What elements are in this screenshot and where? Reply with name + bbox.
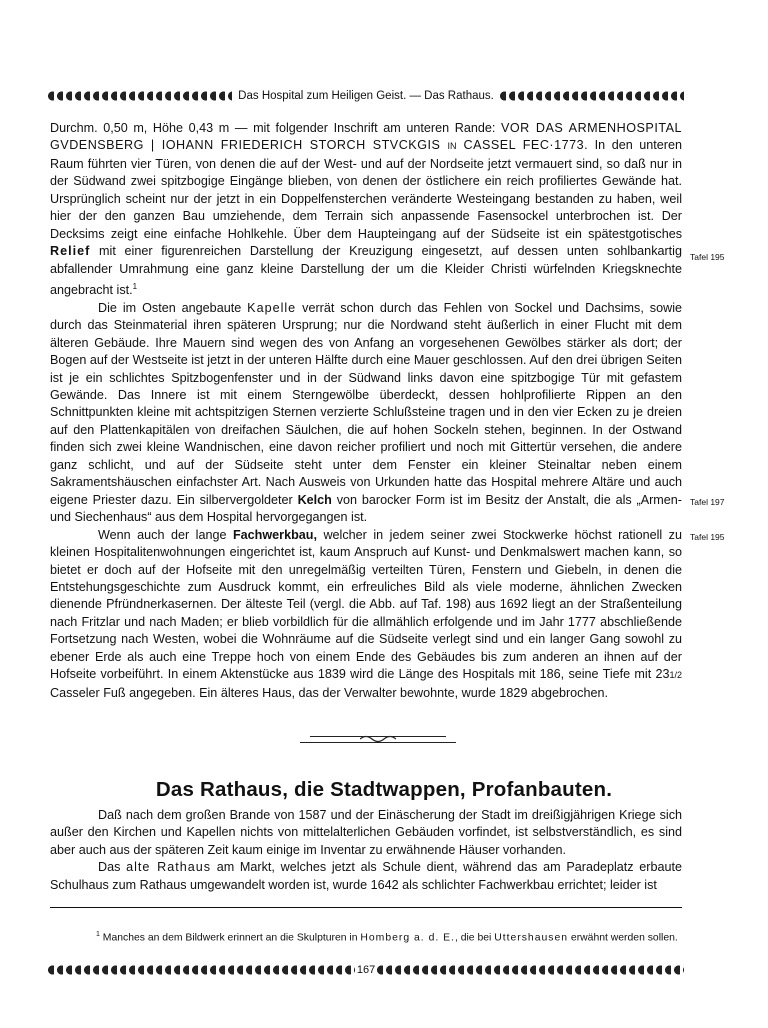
ornament-footer-left xyxy=(48,964,355,976)
margin-note-tafel-195: Tafel 195 xyxy=(690,532,725,542)
text-run: am Markt, welches jetzt als Schule dient, während das am Paradeplatz erbaute Schulhaus zum Rathaus umgewandelt worden ist, wurde 1642 als schlichter Fachwerkbau errichtet; leider ist xyxy=(50,860,682,892)
paragraph-2 xyxy=(50,300,682,527)
ornament-right xyxy=(500,90,684,102)
section-title: Das Rathaus, die Stadtwappen, Profanbauten. xyxy=(155,778,613,801)
text-run: welcher in jedem seiner zwei Stockwerke höchst rationell zu kleinen Hospitalitenwohnungen eingerichtet ist, kaum Anspruch auf Kunst- und Denkmalswert machen kann, so bietet er doch auf der Hofseite mit den unregelmäßig verteilten Türen, Fenstern und Giebeln, in denen die Entstehungsgeschichte zum Ausdruck kommt, ein erfreuliches Bild als viele moderne, ähnlichen Zwecken dienende Pfründnerkasernen. Der älteste Teil (vergl. die Abb. auf Taf. 198) aus 1692 liegt an der Straßenteilung nach Fritzlar und nach Maden; er blieb vorbildlich für die allmählich erfolgende und im Jahr 1777 abschließende Fortsetzung nach Westen, wobei die Wohnräume auf die Südseite verlegt sind und ein langer Gang sowohl zu ebener Erde als auch eine Treppe hoch von einem Ende des Gebäudes bis zum anderen an ihnen auf der Hofseite vorbeiführt. In einem Aktenstücke aus 1839 wird die Länge des Hospitals mit 186, seine Tiefe mit 23 xyxy=(50,527,682,682)
main-text xyxy=(50,120,682,702)
keyword-relief: Relief xyxy=(50,244,91,259)
inscription-end: CASSEL FEC·1773. xyxy=(456,138,589,153)
text-run: mit einer figurenreichen Darstellung der Kreuzigung eingesetzt, auf dessen unten sohlbankartig abfallender Umrahmung eine ganz kleine Darstellung der um die Kleider Christi würfelnden Kriegsknechte angebracht ist. xyxy=(50,244,682,298)
paragraph-3 xyxy=(50,527,682,703)
text-run: In den unteren Raum führten vier Türen, von denen die auf der West- und auf der Nordseite jetzt vermauert sind, so daß nur in der Südwand zwei spitzbogige Eingänge blieben, von denen der östlichere ein reich profiliertes Gewände hat. Ursprünglich scheint nur der jetzt in ein Doppelfensterchen veränderte Westeingang bestanden zu haben, weil hier der den ganzen Bau umziehende, dem Terrain sich anpassende Fasensockel unterbrochen ist. Der Decksims zeigt eine einfache Hohlkehle. Über dem Haupteingang auf der Südseite ist ein spätestgotisches xyxy=(50,138,682,241)
section-text xyxy=(50,807,682,894)
ornament-left xyxy=(48,90,232,102)
footnote-rule xyxy=(50,907,682,908)
flourish-icon xyxy=(360,734,396,744)
keyword-altes-rathaus: alte Rathaus xyxy=(126,860,212,875)
margin-note-tafel-195: Tafel 195 xyxy=(690,252,725,262)
text-run: verrät schon durch das Fehlen von Sockel und Dachsims, sowie durch das Steinmaterial ihren späteren Ursprung; nur die Nordwand steht äußerlich in einer Flucht mit dem älteren Gebäude. Ihre Mauern sind wegen des von Anfang an vorgesehenen Gewölbes stärker als dort; der Bogen auf der Westseite ist jetzt in der unteren Hälfte durch eine Mauer geschlossen. Auf den drei übrigen Seiten ist je ein schlichtes Spitzbogenfenster und in der Südwand links davon eine spitzbogige Tür mit gefastem Gewände. Das Innere ist mit einem Sterngewölbe überdeckt, dessen hohlprofilierte Rippen an den Schnittpunkten kleine mit achtspitzigen Sternen verzierte Schlußsteine tragen und in den vier Ecken zu je dreien auf den Plattenkapitälen von dreifachen Säulchen, die auf hohen Sockeln stehen, beginnen. In der Ostwand finden sich zwei kleine Wandnischen, eine davon reicher profiliert und noch mit Gittertür versehen, die andere ganz schlicht, und auf der Südseite steht unter dem Fenster ein kleiner Steinaltar neben einem Sakramentshäuschen einfachster Art. Nach Ausweis von Urkunden hatte das Hospital mehrere Altäre und auch eigene Priester dazu. Ein silbervergoldeter xyxy=(50,300,683,507)
page-footer xyxy=(48,964,684,976)
running-head xyxy=(48,90,684,102)
text-run: , die bei xyxy=(454,932,495,944)
footnote-mark: 1 xyxy=(96,931,100,938)
keyword-kapelle: Kapelle xyxy=(247,300,297,315)
paragraph-4: Daß nach dem großen Brande von 1587 und der Einäscherung der Stadt im dreißigjährigen Kriege sich außer den Kirchen und Kapellen nichts von mittelalterlichen Gebäuden vorfindet, ist selbstverständlich, es sind aber auch aus der späteren Zeit kaum einige im Inventar zu erwähnende Häuser vorhanden. xyxy=(50,808,682,857)
text-run: Die im Osten angebaute xyxy=(98,300,248,315)
paragraph-1 xyxy=(50,120,682,300)
section-divider xyxy=(300,734,456,746)
footnote-ref[interactable]: 1 xyxy=(132,282,138,292)
running-title: Das Hospital zum Heiligen Geist. — Das Rathaus. xyxy=(238,90,494,102)
text-run: von barocker Form ist im Besitz der Anstalt, die als „Armen- und Siechenhaus“ aus dem Hospital hervorgegangen ist. xyxy=(50,492,682,525)
text-run: Manches an dem Bildwerk erinnert an die Skulpturen in xyxy=(99,932,361,944)
text-run: Durchm. 0,50 m, Höhe 0,43 m — mit folgender Inschrift am unteren Rande: xyxy=(50,121,501,135)
ornament-footer-right xyxy=(377,964,684,976)
margin-note-tafel-197: Tafel 197 xyxy=(690,497,725,507)
text-run: Wenn auch der lange xyxy=(98,527,233,542)
text-run: Das xyxy=(98,860,127,875)
keyword-fachwerkbau: Fachwerkbau, xyxy=(232,527,317,542)
footnote xyxy=(50,928,682,945)
fraction: 1/2 xyxy=(669,670,682,681)
place-homberg: Homberg a. d. E. xyxy=(360,932,455,944)
place-uttershausen: Uttershausen xyxy=(494,932,569,944)
text-run: Casseler Fuß angegeben. Ein älteres Haus, das der Verwalter bewohnte, wurde 1829 abgebrochen. xyxy=(50,685,608,700)
text-run: erwähnt werden sollen. xyxy=(568,932,678,944)
paragraph-5 xyxy=(50,859,682,894)
inscription-small-caps: IN xyxy=(447,141,457,152)
inscription-text: VOR DAS ARMENHOSPITAL GVDENSBERG | IOHANN FRIEDERICH STORCH STVCKGIS xyxy=(50,121,682,153)
page-number: 167 xyxy=(356,964,376,976)
keyword-kelch: Kelch xyxy=(297,492,332,507)
